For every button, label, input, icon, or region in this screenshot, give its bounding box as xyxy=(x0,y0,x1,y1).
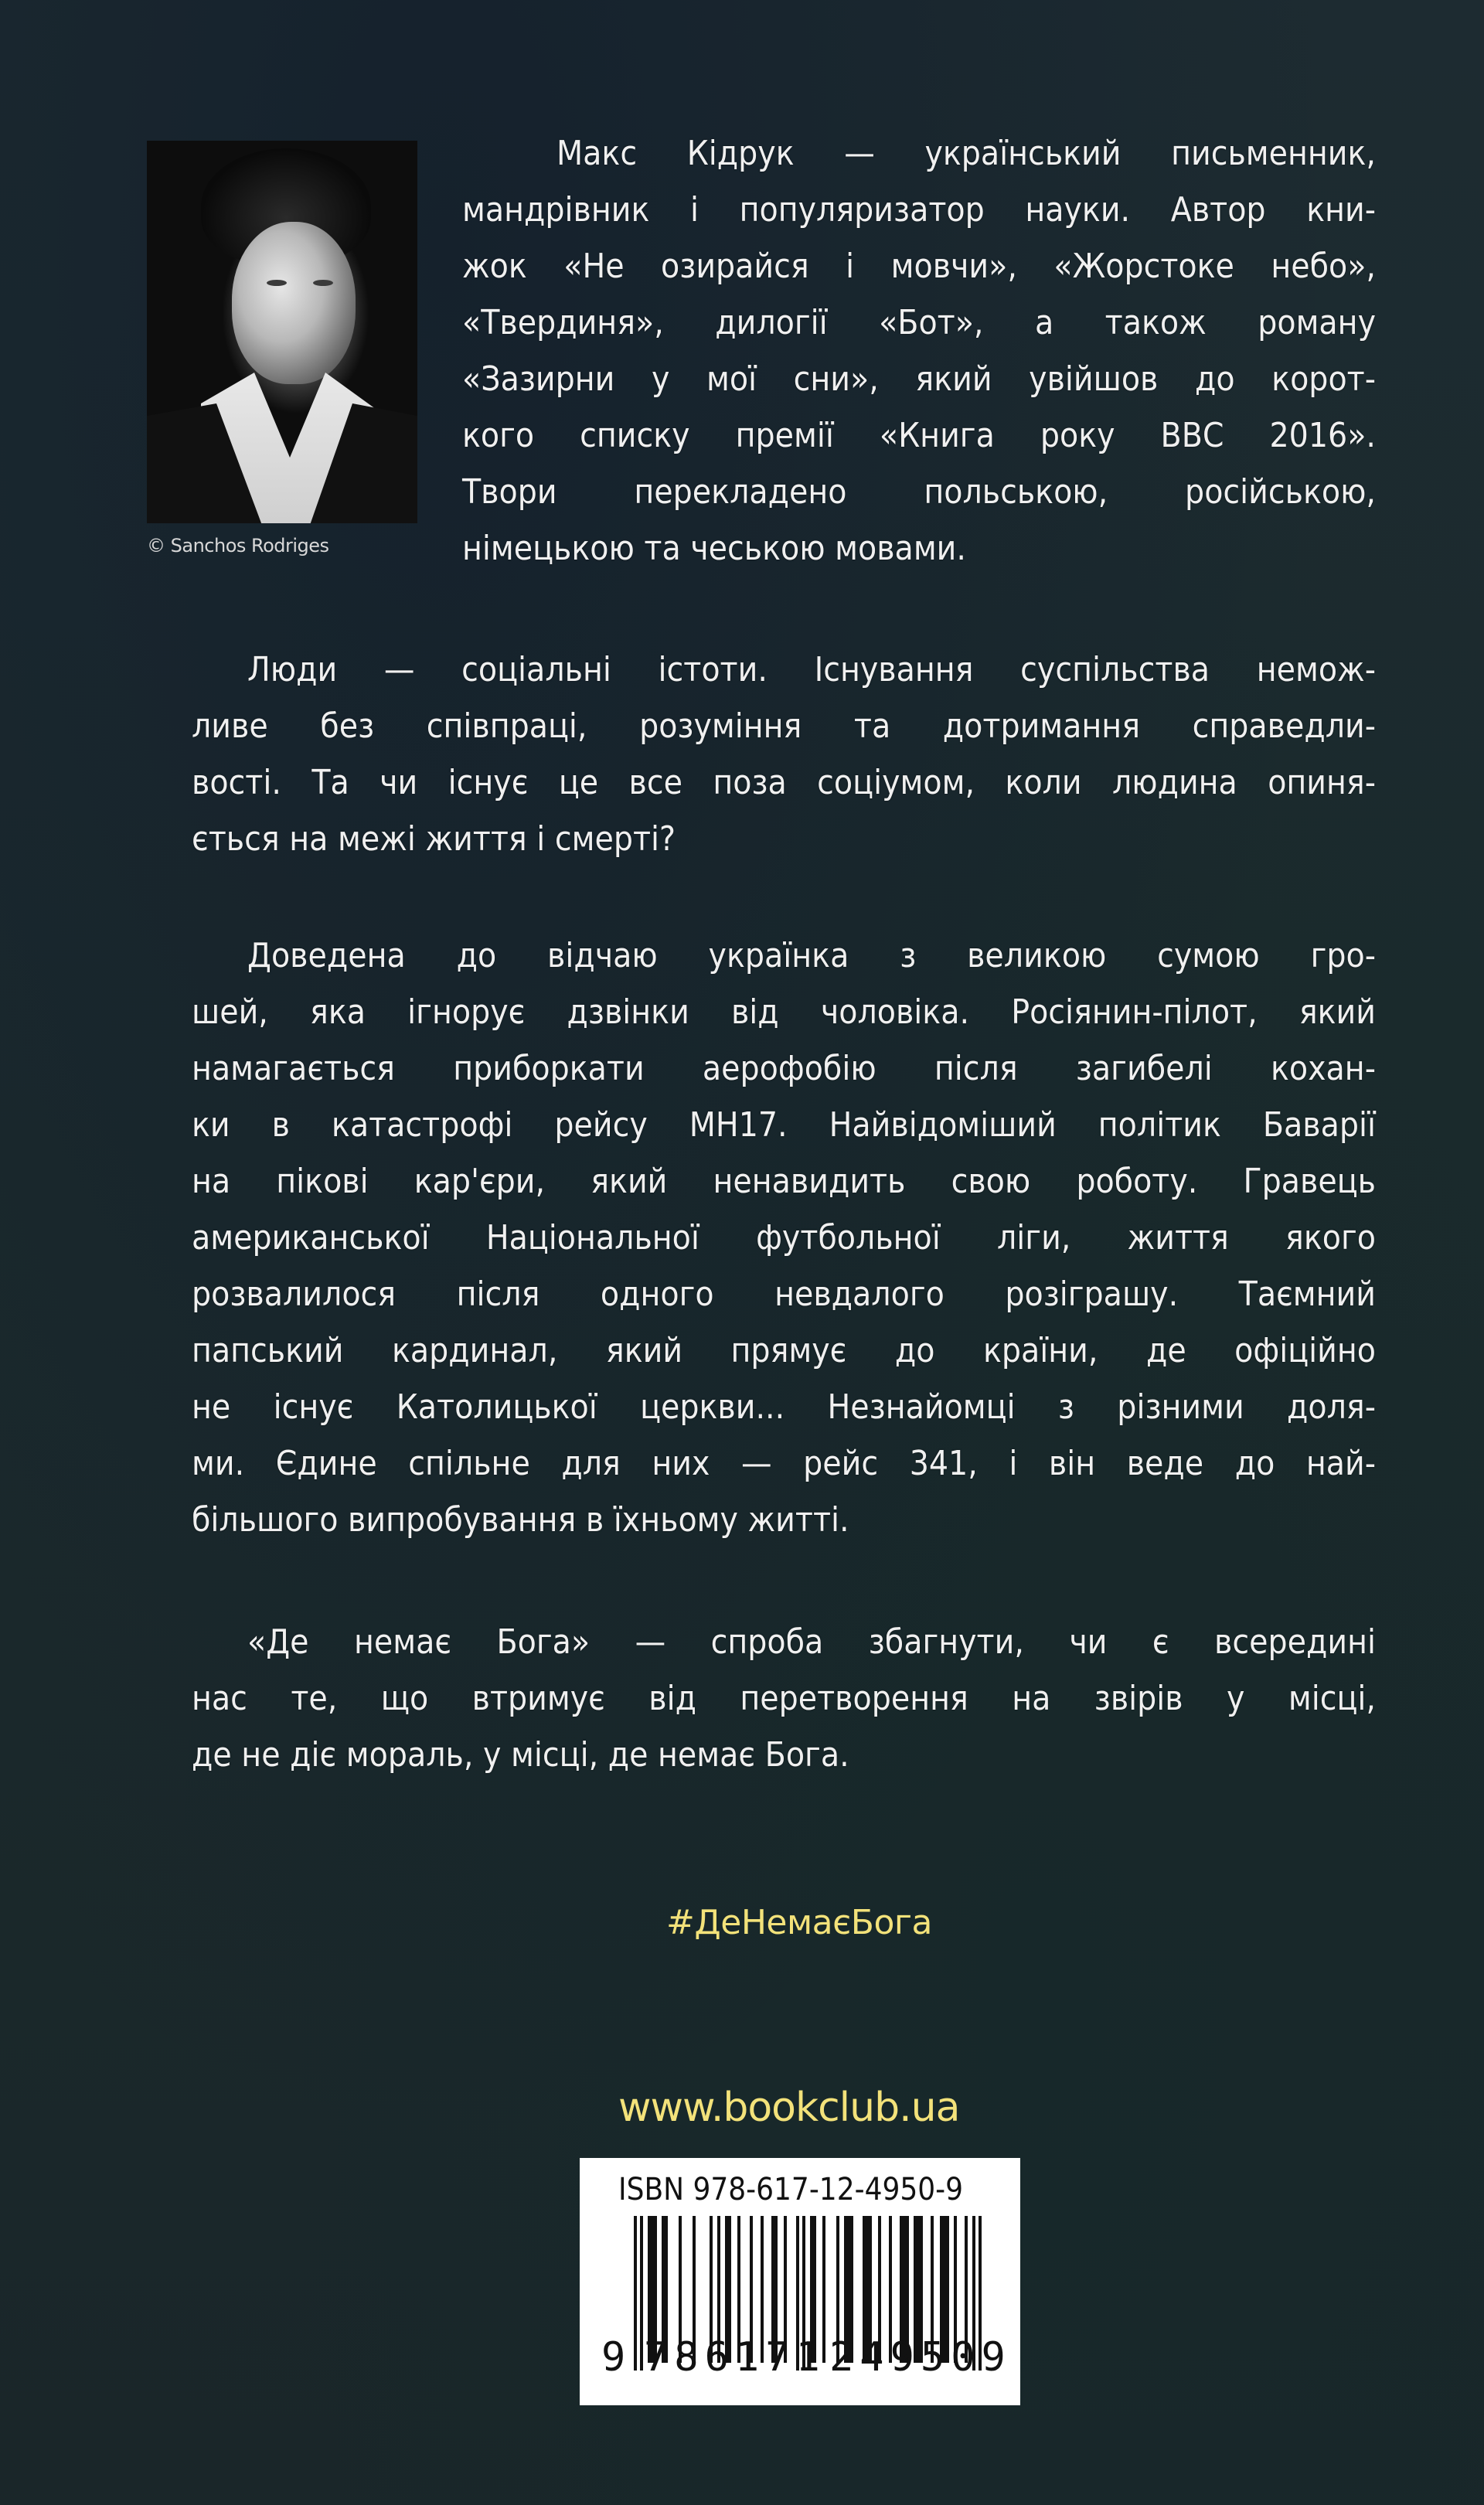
text-line: Доведена до відчаю українка з великою сумою гро- xyxy=(247,936,1376,975)
bio-line: Макс Кідрук — український письменник, xyxy=(556,134,1376,173)
barcode-digits-right: 249509 xyxy=(829,2334,1012,2381)
photo-eye-right xyxy=(313,280,333,286)
text-line: ки в катастрофі рейсу MH17. Найвідоміший політик Баварії xyxy=(192,1105,1376,1145)
text-line: на пікові кар'єри, який ненавидить свою роботу. Гравець xyxy=(192,1162,1376,1201)
text-line: американської Національної футбольної ліги, життя якого xyxy=(192,1218,1376,1258)
photo-credit: © Sanchos Rodriges xyxy=(147,535,329,556)
synopsis-paragraph-3 xyxy=(192,1614,1376,1783)
bio-line: «Зазирни у мої сни», який увійшов до корот- xyxy=(462,359,1376,399)
publisher-website-link[interactable]: www.bookclub.ua xyxy=(618,2085,960,2131)
text-line: не існує Католицької церкви... Незнайомці з різними доля- xyxy=(192,1387,1376,1427)
isbn-barcode xyxy=(580,2158,1020,2405)
author-photo xyxy=(147,141,417,523)
text-line: шей, яка ігнорує дзвінки від чоловіка. Росіянин-пілот, який xyxy=(192,992,1376,1032)
text-line: намагається приборкати аерофобію після загибелі кохан- xyxy=(192,1049,1376,1088)
barcode-digit-first: 9 xyxy=(601,2334,626,2381)
text-line: ливе без співпраці, розуміння та дотримання справедли- xyxy=(192,706,1376,746)
barcode-digits-left: 786171 xyxy=(644,2334,826,2381)
bio-line: жок «Не озирайся і мовчи», «Жорстоке небо», xyxy=(462,247,1376,286)
text-line: Люди — соціальні істоти. Існування суспільства немож- xyxy=(247,650,1376,689)
text-line: вості. Та чи існує це все поза соціумом, коли людина опиня- xyxy=(192,763,1376,802)
hashtag: #ДеНемаєБога xyxy=(666,1903,932,1942)
synopsis-paragraph-1 xyxy=(192,642,1376,867)
bio-line: кого списку премії «Книга року ВВС 2016». xyxy=(462,416,1376,455)
bio-line: «Твердиня», дилогії «Бот», а також роману xyxy=(462,303,1376,342)
text-line: більшого випробування в їхньому житті. xyxy=(192,1500,849,1540)
text-line: папський кардинал, який прямує до країни, де офіційно xyxy=(192,1331,1376,1370)
text-line: «Де немає Бога» — спроба збагнути, чи є всередині xyxy=(247,1622,1376,1662)
isbn-label: ISBN 978-617-12-4950-9 xyxy=(618,2172,964,2207)
text-line: ми. Єдине спільне для них — рейс 341, і він веде до най- xyxy=(192,1444,1376,1483)
text-line: нас те, що втримує від перетворення на звірів у місці, xyxy=(192,1679,1376,1718)
author-bio xyxy=(462,125,1376,577)
text-line: ється на межі життя і смерті? xyxy=(192,819,676,859)
bio-line: Твори перекладено польською, російською, xyxy=(462,472,1376,512)
barcode-digits xyxy=(601,2334,1012,2396)
photo-face xyxy=(232,222,356,384)
bio-line: німецькою та чеською мовами. xyxy=(462,529,966,568)
text-line: де не діє мораль, у місці, де немає Бога. xyxy=(192,1735,849,1775)
photo-eye-left xyxy=(267,280,287,286)
text-line: розвалилося після одного невдалого розіграшу. Таємний xyxy=(192,1275,1376,1314)
bio-line: мандрівник і популяризатор науки. Автор кни- xyxy=(462,190,1376,230)
synopsis-paragraph-2 xyxy=(192,927,1376,1548)
